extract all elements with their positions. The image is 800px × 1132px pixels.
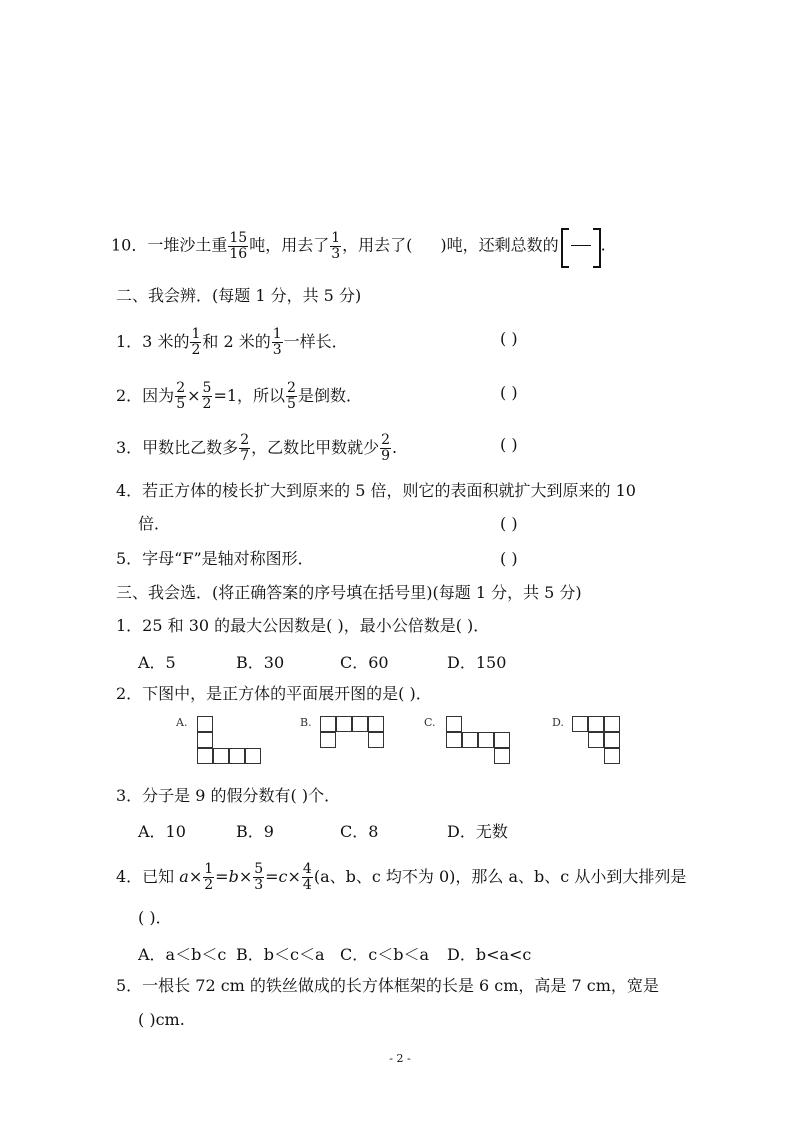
fraction	[190, 327, 201, 358]
option-a[interactable]: A．10	[138, 822, 186, 841]
numerator: 1	[191, 326, 201, 342]
var-b: b	[228, 867, 239, 886]
numerator: 1	[331, 229, 341, 246]
q10-text-d: )吨，还剩总数的	[440, 235, 559, 255]
section-2-title: 二、我会辨．(每题 1 分，共 5 分)	[116, 286, 362, 305]
sec3-q2: 2．下图中，是正方体的平面展开图的是( )．	[116, 684, 432, 703]
var-a: a	[179, 867, 189, 886]
denominator: 2	[204, 877, 214, 893]
equals-sign: =	[215, 867, 229, 886]
option-a[interactable]: A．a＜b＜c	[138, 945, 227, 964]
numerator: 15	[229, 229, 248, 246]
cube-net-c[interactable]	[446, 716, 514, 768]
cube-net-a[interactable]	[197, 716, 265, 768]
sec2-q3	[116, 433, 397, 464]
cube-net-d[interactable]	[572, 716, 624, 768]
numerator: 5	[254, 861, 264, 877]
sec3-q3: 3．分子是 9 的假分数有( )个．	[116, 786, 341, 805]
numerator: 2	[240, 432, 250, 448]
sec2-q2	[116, 381, 362, 412]
equals-sign: =	[265, 867, 279, 886]
fraction	[253, 862, 264, 893]
q-text: 4．已知	[116, 867, 180, 886]
numerator: 1	[204, 861, 214, 877]
option-b[interactable]: B．9	[236, 822, 274, 841]
numerator: 2	[176, 380, 186, 396]
q-text: 3．甲数比乙数多	[116, 438, 239, 457]
numerator: 4	[302, 861, 312, 877]
fraction	[302, 862, 313, 893]
var-c: c	[278, 867, 288, 886]
q10-text-a: 10．一堆沙土重	[111, 235, 228, 255]
denominator: 2	[191, 342, 201, 358]
fraction	[175, 381, 186, 412]
denominator: 5	[287, 396, 296, 412]
section-3-title: 三、我会选．(将正确答案的序号填在括号里)(每题 1 分，共 5 分)	[116, 583, 582, 602]
option-b[interactable]: B．b＜c＜a	[236, 945, 325, 964]
question-10	[111, 228, 606, 264]
denominator: 2	[202, 396, 212, 412]
cube-net-b[interactable]	[320, 716, 388, 752]
answer-paren[interactable]: ( )	[500, 514, 518, 533]
times-sign: ×	[188, 867, 203, 886]
sec3-q5-blank[interactable]: ( )cm.	[138, 1010, 185, 1029]
sec3-q1: 1．25 和 30 的最大公因数是( )，最小公倍数是( )．	[116, 616, 490, 635]
fraction	[286, 381, 297, 412]
fraction	[330, 231, 341, 262]
denominator: 9	[381, 448, 391, 464]
sec2-q4: 4．若正方体的棱长扩大到原来的 5 倍，则它的表面积就扩大到原来的 10	[116, 481, 636, 500]
q10-text-b: 吨，用去了	[249, 235, 330, 255]
sec3-q4	[116, 862, 686, 893]
times-sign: ×	[238, 867, 253, 886]
sec3-q5: 5．一根长 72 cm 的铁丝做成的长方体框架的长是 6 cm，高是 7 cm，宽是	[116, 976, 659, 995]
option-d[interactable]: D．无数	[447, 822, 508, 841]
option-b[interactable]: B．30	[236, 653, 285, 672]
answer-paren[interactable]: ( )	[500, 435, 518, 454]
denominator: 3	[331, 245, 341, 262]
net-label-d: D.	[552, 716, 564, 729]
option-c[interactable]: C．8	[340, 822, 379, 841]
fraction	[272, 327, 283, 358]
fraction	[380, 433, 391, 464]
sec3-q4-blank[interactable]: ( )．	[138, 908, 172, 927]
q-text: .	[392, 438, 398, 457]
option-c[interactable]: C．60	[340, 653, 389, 672]
q-text: (a、b、c 均不为 0)，那么 a、b、c 从小到大排列是	[313, 867, 687, 886]
q-text: =1，所以	[213, 386, 286, 405]
sec2-q1	[116, 327, 348, 358]
q-text: ，乙数比甲数就少	[251, 438, 380, 457]
denominator: 16	[229, 245, 248, 262]
page-number: - 2 -	[389, 1052, 411, 1065]
option-c[interactable]: C．c＜b＜a	[340, 945, 429, 964]
sec2-q5: 5．字母“F”是轴对称图形．	[116, 549, 314, 568]
option-a[interactable]: A．5	[138, 653, 176, 672]
numerator: 1	[272, 326, 282, 342]
denominator: 4	[302, 877, 312, 893]
times-sign: ×	[187, 386, 201, 405]
fraction	[239, 433, 250, 464]
q-text: 2．因为	[116, 386, 175, 405]
q-text: 一样长．	[283, 332, 348, 351]
fraction	[203, 862, 214, 893]
numerator: 5	[202, 380, 212, 396]
q10-text-e: .	[600, 235, 606, 255]
answer-fraction-box[interactable]	[561, 228, 601, 264]
fraction	[228, 231, 248, 262]
answer-paren[interactable]: ( )	[500, 549, 518, 568]
q10-text-c: ，用去了(	[342, 235, 413, 255]
q-text: 和 2 米的	[202, 332, 271, 351]
sec2-q4-cont: 倍．	[138, 514, 171, 533]
numerator: 2	[287, 380, 296, 396]
q-text: 1．3 米的	[116, 332, 190, 351]
denominator: 3	[254, 877, 264, 893]
option-d[interactable]: D．b<a<c	[447, 945, 532, 964]
numerator: 2	[381, 432, 391, 448]
fraction	[202, 381, 213, 412]
answer-paren[interactable]: ( )	[500, 383, 518, 402]
net-label-b: B.	[300, 716, 312, 729]
q-text: 是倒数．	[297, 386, 362, 405]
net-label-a: A.	[176, 716, 188, 729]
times-sign: ×	[287, 867, 301, 886]
denominator: 5	[176, 396, 186, 412]
denominator: 7	[240, 448, 250, 464]
answer-paren[interactable]: ( )	[500, 329, 518, 348]
option-d[interactable]: D．150	[447, 653, 507, 672]
net-label-c: C.	[424, 716, 436, 729]
denominator: 3	[272, 342, 282, 358]
